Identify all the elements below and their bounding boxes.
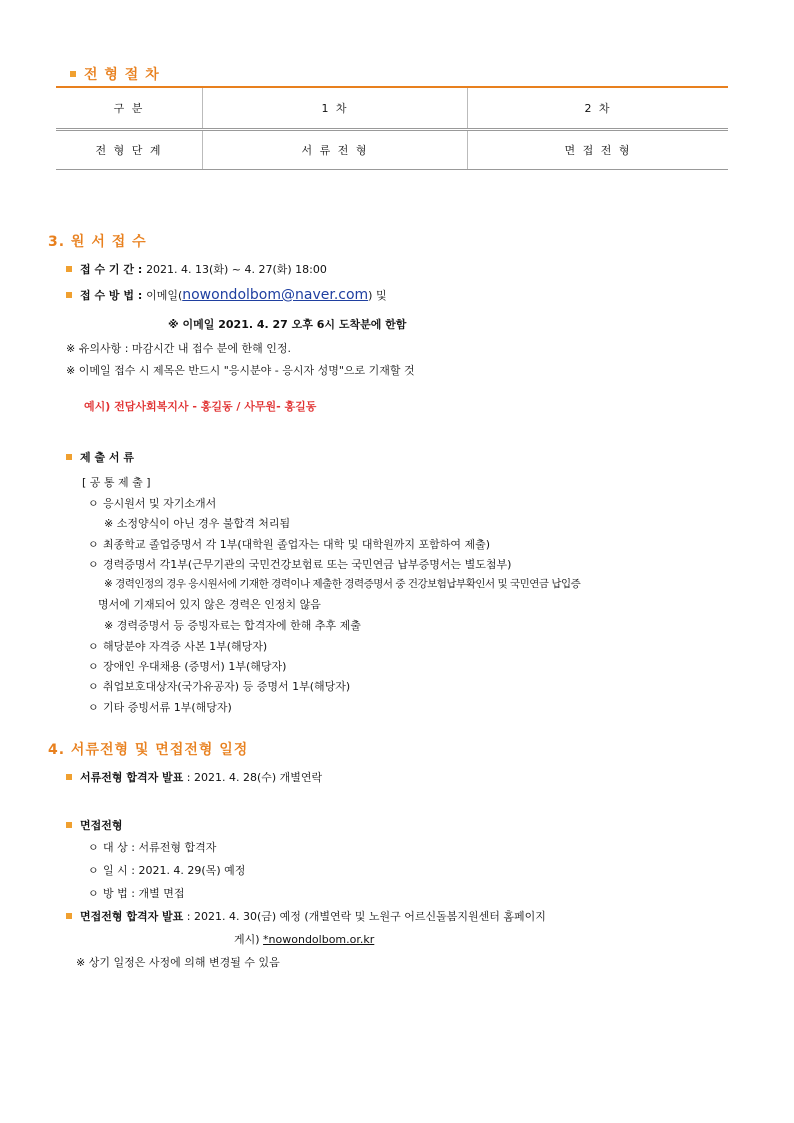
list-item: ㅇ 응시원서 및 자기소개서: [88, 497, 217, 510]
bullet-icon: [66, 774, 72, 780]
bullet-icon: [66, 913, 72, 919]
common-label: [ 공 통 제 출 ]: [82, 476, 151, 489]
list-item: ※ 경력인정의 경우 응시원서에 기재한 경력이나 제출한 경력증명서 중 건강보험납부확인서 및 국민연금 납입증: [104, 578, 581, 590]
list-item: ㅇ 기타 증빙서류 1부(해당자): [88, 701, 232, 714]
list-item: 명서에 기재되어 있지 않은 경력은 인정치 않음: [98, 598, 321, 611]
list-item: ㅇ 일 시 : 2021. 4. 29(목) 예정: [88, 864, 246, 877]
table-cell: 전 형 단 계: [56, 130, 203, 170]
table-cell: 서 류 전 형: [203, 130, 468, 170]
list-item: ㅇ 최종학교 졸업증명서 각 1부(대학원 졸업자는 대학 및 대학원까지 포함하여 제출): [88, 538, 491, 551]
table-cell: 면 접 전 형: [468, 130, 729, 170]
list-item: ※ 소정양식이 아닌 경우 불합격 처리됨: [104, 517, 291, 530]
list-item: ※ 경력증명서 등 증빙자료는 합격자에 한해 추후 제출: [104, 619, 361, 632]
header-cell: 1 차: [203, 87, 468, 130]
interview-title: 면접전형: [66, 817, 123, 833]
documents-title: 제 출 서 류: [66, 449, 134, 465]
doc-result-line: 서류전형 합격자 발표 : 2021. 4. 28(수) 개별연락: [66, 769, 322, 785]
homepage-link[interactable]: *nowondolbom.or.kr: [263, 933, 375, 946]
list-item: ㅇ 취업보호대상자(국가유공자) 등 증명서 1부(해당자): [88, 680, 351, 693]
period-line: 접 수 기 간 : 2021. 4. 13(화) ~ 4. 27(화) 18:00: [66, 261, 327, 277]
bullet-icon: [70, 71, 76, 77]
bullet-icon: [66, 292, 72, 298]
method-line: 접 수 방 법 : 이메일(nowondolbom@naver.com) 및: [66, 287, 387, 303]
list-item: ㅇ 방 법 : 개별 면접: [88, 887, 185, 900]
list-item: ㅇ 대 상 : 서류전형 합격자: [88, 841, 217, 854]
notice-2: ※ 이메일 접수 시 제목은 반드시 "응시분야 - 응시자 성명"으로 기재할 것: [66, 364, 415, 377]
header-cell: 구 분: [56, 87, 203, 130]
final-result-cont: 게시) *nowondolbom.or.kr: [234, 933, 375, 946]
final-result-line: 면접전형 합격자 발표 : 2021. 4. 30(금) 예정 (개별연락 및 노원구 어르신돌봄지원센터 홈페이지: [66, 908, 546, 924]
list-item: ㅇ 장애인 우대채용 (증명서) 1부(해당자): [88, 660, 287, 673]
list-item: ㅇ 해당분야 자격증 사본 1부(해당자): [88, 640, 268, 653]
notice-1: ※ 유의사항 : 마감시간 내 접수 분에 한해 인정.: [66, 342, 292, 355]
bullet-icon: [66, 266, 72, 272]
table-row: [56, 130, 728, 170]
header-cell: 2 차: [468, 87, 729, 130]
procedure-table: [56, 86, 728, 170]
table-header-row: [56, 87, 728, 130]
change-note: ※ 상기 일정은 사정에 의해 변경될 수 있음: [76, 956, 280, 969]
example-text: 예시) 전담사회복지사 - 홍길동 / 사무원- 홍길동: [84, 400, 317, 413]
apply-title: 3. 원 서 접 수: [48, 234, 147, 250]
list-item: ㅇ 경력증명서 각1부(근무기관의 국민건강보험료 또는 국민연금 납부증명서는 별도첨부): [88, 558, 512, 571]
procedure-title: 전 형 절 차: [70, 64, 160, 84]
schedule-title: 4. 서류전형 및 면접전형 일정: [48, 742, 249, 758]
bullet-icon: [66, 454, 72, 460]
email-link[interactable]: nowondolbom@naver.com: [182, 287, 369, 303]
bullet-icon: [66, 822, 72, 828]
email-note: ※ 이메일 2021. 4. 27 오후 6시 도착분에 한함: [168, 318, 407, 331]
